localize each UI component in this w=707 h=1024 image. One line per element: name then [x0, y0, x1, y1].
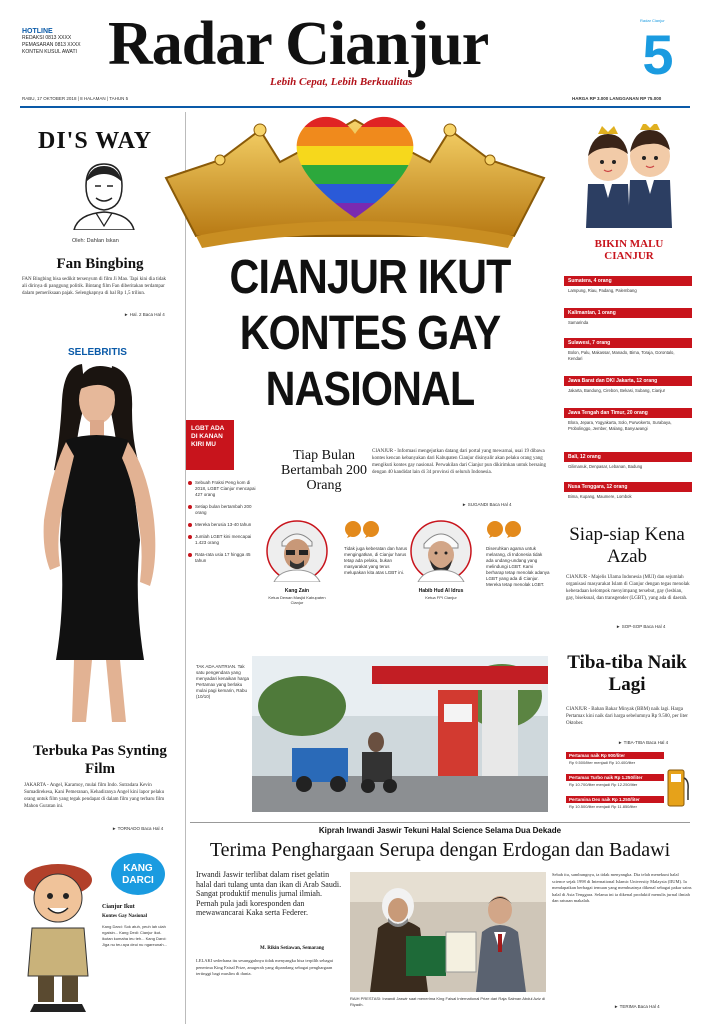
article-title-fan-bingbing[interactable]: Fan Bingbing — [56, 256, 144, 272]
region-item — [564, 308, 692, 328]
region-item — [564, 482, 692, 502]
region-bar: Kalimantan, 1 orang — [564, 308, 692, 318]
photo-caption-spbu: TAK ADA ANTRIAN. Tak satu pengendara yang menyadari kenaikan harga Pertamax yang berlaku mulai pagi kemarin, Rabu (10/10) — [196, 664, 250, 699]
dahlan-portrait-icon — [66, 156, 142, 230]
region-cities: Bolon, Palu, Makassar, Manado, Bima, Toraja, Gorontalo, Kendari — [568, 350, 675, 361]
main-headline[interactable] — [215, 250, 525, 418]
fuel-detail: Rp 10.500/liter menjadi Rp 11.850/liter — [569, 804, 637, 809]
newspaper-logo: Radar Cianjur — [108, 10, 489, 78]
hotline-line: PEMASARAN 0813 XXXX — [22, 42, 81, 48]
region-cities: Samarinda — [568, 320, 589, 325]
article-author: M. Rikin Setiawan, Semarang — [260, 946, 325, 951]
region-bar: Sumatera, 4 orang — [564, 276, 692, 286]
rainbow-crown-illustration-icon — [160, 90, 550, 250]
dis-way-byline: Oleh: Dahlan Iskan — [72, 238, 119, 244]
list-item: Jumlah LGBT kini mencapai 1.423 orang — [188, 534, 262, 546]
region-bar: Jawa Barat dan DKI Jakarta, 12 orang — [564, 376, 692, 386]
anniversary-badge: 5 — [642, 23, 674, 86]
continue-link[interactable]: ► SOP-SOP Baca Hal 4 — [616, 624, 666, 629]
article-body-siap-siap: CIANJUR - Majelis Ulama Indonesia (MUI) dan sejumlah organisasi masyarakat Islam di Cianjur dengan tegas menolak keberadaan kelompok menyimpang tersebut, gay (lesbian, gay, biseksual, dan transgender (LGBT), yang ada di daerah. — [566, 575, 690, 601]
quote-text: Diseruhkan agama untuk melarang, di Indonesia tidak ada undang-undang yang melindungi LGBT. Kami berharap tetap menolak adanya LGBT yang ada di Cianjur. Mereka tetap menolak LGBT. — [486, 546, 550, 587]
habib-hud-portrait-icon — [410, 520, 472, 582]
region-cities: Jakarta, Bandung, Cirebon, Bekasi, Subang, Cianjur — [568, 388, 666, 393]
list-item: Setiap bulan bertambah 200 orang — [188, 504, 262, 516]
award-ceremony-photo-icon — [350, 872, 546, 992]
article-title-terbuka[interactable]: Terbuka Pas Synting Film — [33, 743, 167, 777]
quote-role: Ketua FPI Cianjur — [425, 595, 457, 600]
dateline: RABU, 17 OKTOBER 2018 | 8 HALAMAN | TAHUN 5 — [22, 96, 129, 101]
headline-line: KONTES GAY — [239, 307, 501, 360]
article-body-irwandi: LELAKI sederhana itu sesungguhnya tidak menyangka bisa terpilih sebagai penerima King Faisal Prize, anugerah yang dipandang sebagai penghargaan tertinggi bagi muslim di dunia. — [196, 958, 333, 976]
article-body-tiba-tiba: CIANJUR - Bahan Bakar Minyak (BBM) naik lagi. Harga Pertamax kini naik dari harga sebelumnya Rp 9.500, per liter Oktober. — [566, 707, 688, 726]
celebrity-photo-icon — [16, 360, 176, 730]
price-line: HARGA RP 3.000 LANGGANAN RP 75.000 — [572, 96, 662, 101]
list-item: Sebuah Fraksi Peng kom di 2018, LGBT Cianjur mencapai 427 orang — [188, 480, 262, 498]
article-body-irwandi-continued: Sebab itu, sambungnya, ia tidak menyangka. Dia telah menekuni halal science sejak 1998 di International Islamic University Malaysia (IIUM). Ia mendapatkan berbagai temuan yang membuatnya dikenal sebagai pakar sains halal di Asia Tenggara. Selama ini ia dikenal produktif menulis jurnal ilmiah dan ratusan makalah. — [552, 872, 692, 903]
kang-darci-title: Cianjur Ikut — [102, 904, 135, 910]
continue-link[interactable]: ► TIBA-TIBA Baca Hal 4 — [618, 740, 669, 745]
badge-text: KANG — [123, 863, 153, 874]
region-cities: Blora, Jepara, Yogyakarta, Solo, Purwokerto, Surabaya, Probolinggo, Jember, Malang, Banyuwangi — [568, 420, 672, 431]
fuel-pump-icon — [666, 766, 690, 808]
hotline-box — [22, 28, 102, 56]
kang-darci-subtitle: Kontes Gay Nasional — [102, 914, 148, 919]
quote-role: Ketua Dewan Masjid Kabupaten Cianjur — [268, 595, 326, 605]
quote-text: Tidak juga keberatan dan harus mengingatkan, di Cianjur harus tetap ada pelaku, bukan masyarakat yang terus melupakan kita atas LGBT ini. — [344, 546, 408, 575]
photo-caption-award: RAIH PRESTASI: Irwandi Jaswir saat menerima King Faisal International Prize dari Raja Salman Abdul Aziz di Riyadh. — [350, 996, 546, 1007]
kang-zain-portrait-icon — [266, 520, 328, 582]
anniversary-sub: Radar Cianjur — [640, 18, 665, 23]
region-bar: Jawa Tengah dan Timur, 20 orang — [564, 408, 692, 418]
region-bar: Bali, 12 orang — [564, 452, 692, 462]
article-title-terima[interactable]: Terima Penghargaan Serupa dengan Erdogan dan Badawi — [209, 839, 671, 861]
continue-link[interactable]: ► TERIMA Baca Hal 4 — [614, 1004, 660, 1009]
region-item — [564, 338, 692, 364]
headline-line: CIANJUR IKUT — [229, 251, 511, 304]
fuel-bar: Pertamax Turbo naik Rp 1.250/liter — [566, 774, 664, 781]
continue-link[interactable]: ► Hal. 2 Baca Hal 4 — [124, 312, 165, 317]
quote-name: Habib Hud Al Idrus — [418, 588, 464, 594]
badge-text: DARCI — [122, 875, 154, 886]
kicker-kiprah: Kiprah Irwandi Jaswir Tekuni Halal Science Selama Dua Dekade — [318, 826, 562, 835]
section-label-selebritis: SELEBRITIS — [68, 347, 127, 358]
headline-line: NASIONAL — [265, 363, 475, 416]
hotline-label: HOTLINE — [22, 28, 53, 35]
cartoon-couple-icon — [578, 124, 682, 236]
section-divider — [190, 822, 690, 823]
kang-darci-dialog: Kang Darci: Sok atuh, yeuh lah ulah ngaisin... Kang Dedi: Cianjur ikut-ikutan kumaha ieu teh... Kang Darci: Jiga nu teu aya deui nu ngareunah... — [102, 924, 167, 947]
lead-article-body: CIANJUR - Informasi mengejutkan datang dari portal yang mewarnai, usai 19 dibawa kontes kencan kebanyakan dari Kabupaten Cianjur disinyalir akan pelaku orang yang mengikuti kontes gay nasional. Perwakilan dari Cianjur pun dikirimkan untuk bersaing dengan 40 kandidat lain di 34 provinsi di seluruh Indonesia. — [372, 449, 546, 475]
region-item — [564, 376, 692, 396]
fuel-price-item — [566, 752, 664, 766]
gas-station-photo-icon — [252, 656, 548, 812]
region-item — [564, 452, 692, 472]
quote-name: Kang Zain — [284, 588, 310, 594]
fuel-bar: Pertamina Dex naik Rp 1.250/liter — [566, 796, 664, 803]
article-body-fan-bingbing: FAN Bingbing bisa sedikit tersenyum di film Ji Mao. Tapi kini dia tidak ali dirinya di panggung politik. Bintang film Fan diberitakan terdampar dalam pemeriksaan pajak. Selengkapnya di hal Rp 1,5 triliun. — [22, 277, 167, 296]
fuel-detail: Rp 9.500/liter menjadi Rp 10.400/liter — [569, 760, 636, 765]
fuel-price-item — [566, 774, 664, 788]
region-cities: Lampung, Riau, Padang, Palembang — [568, 288, 637, 293]
continue-link[interactable]: ► SUGANDI Baca Hal 4 — [462, 502, 512, 507]
quote-mark-icon — [344, 520, 380, 538]
list-item: Mereka berusia 13-40 tahun — [188, 522, 262, 528]
dis-way-title: DI'S WAY — [38, 128, 153, 154]
region-item — [564, 276, 692, 296]
kang-darci-cartoon-icon — [18, 852, 98, 1016]
region-bar: Sulawesi, 7 orang — [564, 338, 692, 348]
tagline: Lebih Cepat, Lebih Berkualitas — [270, 76, 413, 88]
hotline-line: REDAKSI 0813 XXXX — [22, 35, 72, 41]
lgbt-info-box: LGBT ADA DI KANAN KIRI MU — [186, 420, 234, 470]
fuel-detail: Rp 10.700/liter menjadi Rp 12.250/liter — [569, 782, 638, 787]
kang-darci-badge — [110, 852, 166, 896]
quote-mark-icon — [486, 520, 522, 538]
lgbt-facts-list — [188, 480, 262, 570]
hotline-line: KONTEN KUSUL AWATI — [22, 49, 77, 55]
bikin-malu-title: BIKIN MALU CIANJUR — [594, 238, 664, 262]
article-title-tiba-tiba[interactable]: Tiba-tiba Naik Lagi — [567, 652, 687, 695]
subheadline-tiap-bulan[interactable]: Tiap Bulan Bertambah 200 Orang — [281, 448, 367, 493]
list-item: Rata-rata usia 17 hingga 45 tahun — [188, 552, 262, 564]
region-cities: Bima, Kupang, Maumere, Lombok — [568, 494, 632, 499]
region-cities: Gilimanuk, Denpasar, Lebanan, Badung — [568, 464, 643, 469]
article-title-siap-siap[interactable]: Siap-siap Kena Azab — [569, 524, 685, 567]
fuel-bar: Pertamax naik Rp 900/liter — [566, 752, 664, 759]
fuel-price-item — [566, 796, 664, 810]
continue-link[interactable]: ► TORNADO Baca Hal 4 — [112, 826, 164, 831]
article-lead-irwandi: Irwandi Jaswir terlibat dalam riset gelatin halal dari tulang unta dan ikan di Arab Saudi. Sangat produktif menulis jurnal ilmiah. Pernah pula jadi koresponden dan mewawancarai Kaka serta Federer. — [196, 870, 342, 917]
region-item — [564, 408, 692, 434]
region-bar: Nusa Tenggara, 12 orang — [564, 482, 692, 492]
article-body-terbuka: JAKARTA - Angel, Karamoy, mulai film Indo. Sutradara Kevin Sumadirekesa, Kani Pemeranan, Kehadiranya Angel kini lapor pelaku orang untuk film yang tegak pendapat di dalam film yang terbaru film Mahon Guratan ini. — [24, 783, 165, 809]
